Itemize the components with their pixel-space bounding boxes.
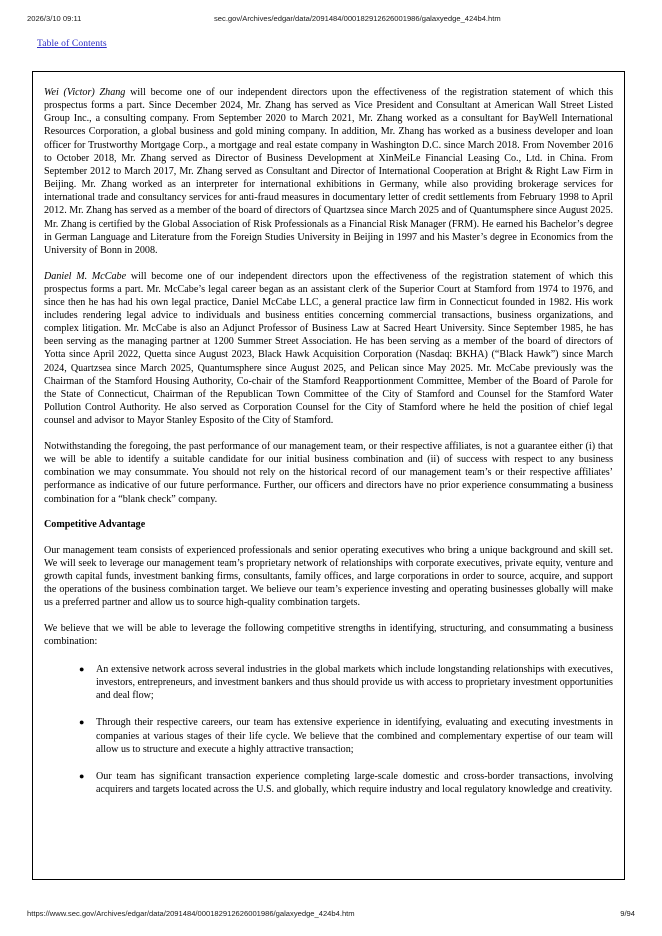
paragraph-management-team-network: Our management team consists of experienced professionals and senior operating executives who bring a unique background and skill set. We will seek to leverage our management team’s proprietary network of relationships with corporate executives, private equity, venture and growth capital funds, investment banking firms, consultants, family offices, and large corporations in order to source, acquire, and support the operations of the business combination target. We believe our team’s experience investing and operating businesses globally will make us a preferred partner and allow us to source high-quality combination targets.: [44, 544, 613, 609]
list-item: [44, 716, 613, 755]
paragraph-past-performance-disclaimer: Notwithstanding the foregoing, the past performance of our management team, or their respective affiliates, is not a guarantee either (i) that we will be able to identify a suitable candidate for our initial business combination and (ii) of success with respect to any business combination we may consummate. You should not rely on the historical record of our management team’s or their respective affiliates’ performance as indicative of our future performance. Further, our officers and directors have no prior experience consummating a business combination for a “blank check” company.: [44, 440, 613, 505]
bullet-dot-icon: ●: [79, 663, 85, 674]
director-name-zhang: Wei (Victor) Zhang: [44, 87, 126, 98]
browser-print-footer: [0, 908, 662, 920]
paragraph-bio-zhang-text: will become one of our independent directors upon the effectiveness of the registration statement of which this prospectus forms a part. Since December 2024, Mr. Zhang has served as Vice President and Consultant at American Wall Street Listed Group Inc., a consulting company. From September 2020 to March 2021, Mr. Zhang worked as a consultant for BayWell International Resources Corporation, a global business and gold mining company. In addition, Mr. Zhang has worked as a business developer and loan officer for Trustworthy Mortgage Corp., a mortgage and real estate company in Washington D.C. since March 2018. From November 2016 to October 2018, Mr. Zhang served as Director of Business Development at XinMeiLe Financial Leasing Co., Ltd. in China. From September 2012 to March 2017, Mr. Zhang served as Consultant and Director of International Cooperation at Bright & Right Law Firm in Beijing. Mr. Zhang worked as an interpreter for international exhibitions in Germany, while also providing brokerage services for international trade and consultancy services for anti-fraud measures in documentary letter of credit settlements from February 1998 to April 2012. Mr. Zhang has served as a member of the board of directors of Quartzsea since March 2025 and of Quantumsphere since August 2025. Mr. Zhang is certified by the Global Association of Risk Professionals as a Financial Risk Manager (FRM). He earned his Bachelor’s degree in German Language and Literature from the Foreign Studies University in Beijing in 1997 and his Master’s degree in Economics from the University of Bonn in 2008.: [44, 87, 614, 256]
director-name-mccabe: Daniel M. McCabe: [44, 270, 127, 282]
list-item: [44, 663, 613, 702]
paragraph-competitive-strengths-intro: We believe that we will be able to leverage the following competitive strengths in identifying, structuring, and consummating a business combination:: [44, 623, 613, 648]
browser-print-header: [0, 13, 662, 25]
list-item-text: An extensive network across several industries in the global markets which include longstanding relationships with executives, investors, entrepreneurs, and investment bankers and thus should provide us with access to proprietary investment opportunities and deal flow;: [96, 663, 613, 702]
print-page-indicator: 9/94: [620, 909, 635, 918]
list-item-text: Our team has significant transaction experience completing large-scale domestic and cross-border transactions, involving acquirers and targets located across the U.S. and globally, which require industry and local regulatory knowledge and creativity.: [96, 770, 613, 796]
paragraph-bio-mccabe-text: will become one of our independent directors upon the effectiveness of the registration statement of which this prospectus forms a part. Mr. McCabe’s legal career began as an assistant clerk of the Superior Court at Stamford from 1974 to 1976, and since then he has had his own legal practice, Daniel McCabe LLC, a general practice law firm in Connecticut founded in 1982. His work includes rendering legal advice to individuals and business entities concerning commercial transactions, business organizations, and complex litigation. Mr. McCabe is also an Adjunct Professor of Business Law at Sacred Heart University. Since September 1985, he has been serving as the managing partner at 1200 Summer Street Association. He has been serving as a member of the board of directors of Yotta since April 2022, Quetta since August 2023, Black Hawk Acquisition Corporation (Nasdaq: BKHA) (“Black Hawk”) since March 2024, Quartzsea since March 2025, Quantumsphere since August 2025, and Pelican since May 2025. Mr. McCabe previously was the Chairman of the Stamford Housing Authority, Co-chair of the Stamford Reapportionment Committee, Member of the Board of Parole for the State of Connecticut, Chairman of the Republican Town Committee of the City of Stamford and Counsel for the Stamford Water Pollution Control Authority. He also served as Corporation Counsel for the City of Stamford where he held the position of chief legal counsel and advisor to Mayor Stanley Esposito of the City of Stamford.: [44, 270, 613, 427]
list-item-text: Through their respective careers, our team has extensive experience in identifying, evaluating and executing investments in companies at various stages of their life cycle. We believe that the combined and complementary expertise of our team will allow us to structure and execute a highly attractive transaction;: [96, 717, 613, 755]
bullet-dot-icon: ●: [79, 717, 85, 728]
print-document-url: sec.gov/Archives/edgar/data/2091484/000182912626001986/galaxyedge_424b4.htm: [214, 14, 501, 23]
table-of-contents-link[interactable]: Table of Contents: [37, 38, 107, 49]
document-page-frame: [32, 71, 625, 880]
bullet-dot-icon: ●: [79, 770, 85, 781]
print-timestamp: 2026/3/10 09:11: [27, 14, 82, 23]
section-heading-competitive-advantage: Competitive Advantage: [44, 519, 146, 531]
paragraph-bio-mccabe: [44, 270, 613, 428]
paragraph-bio-zhang: [44, 86, 613, 257]
print-source-url: https://www.sec.gov/Archives/edgar/data/2091484/000182912626001986/galaxyedge_424b4.htm: [27, 909, 355, 918]
competitive-strengths-list: [44, 663, 613, 796]
document-body: [33, 72, 624, 806]
list-item: [44, 770, 613, 796]
